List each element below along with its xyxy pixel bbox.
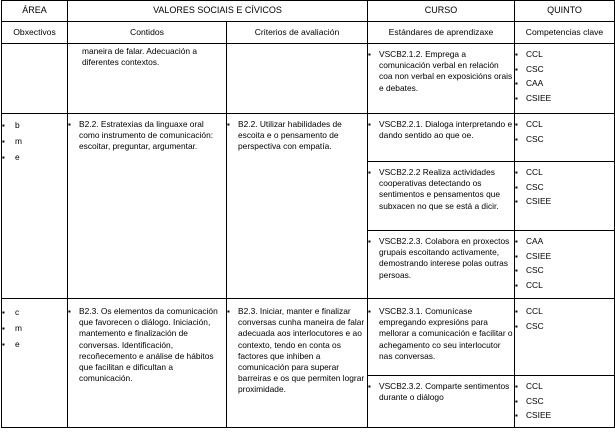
- course-value: QUINTO: [515, 1, 615, 22]
- table-row: [2, 114, 615, 162]
- competence-item: ▪ CCL: [515, 306, 614, 317]
- competence-item: ▪ CSC: [515, 134, 614, 145]
- objectives-cell: [2, 299, 68, 428]
- standard-cell: [368, 231, 515, 299]
- competence-item: ▪ CSIEE: [515, 410, 614, 421]
- competence-item: ▪ CSC: [515, 321, 614, 332]
- competence-item: ▪ CSIEE: [515, 251, 614, 262]
- competences-cell: [515, 299, 615, 376]
- competence-item: ▪ CSC: [515, 182, 614, 193]
- contents-header: Contidos: [68, 22, 227, 44]
- objective-item: ▪ m: [2, 136, 67, 147]
- competences-cell: [515, 162, 615, 231]
- objective-item: ▪ m: [2, 323, 67, 334]
- criterion-cell: [227, 299, 368, 428]
- competence-item: ▪ CCL: [515, 381, 614, 392]
- content-cell: maneira de falar. Adecuación a diferentes contextos.: [68, 44, 227, 114]
- competence-item: ▪ CSC: [515, 265, 614, 276]
- standard-text: ▪ VSCB2.1.2. Emprega a comunicación verbal en relación coa non verbal en exposicións orais e debates.: [368, 49, 514, 94]
- competence-item: ▪ CCL: [515, 280, 614, 291]
- content-cell: [68, 299, 227, 428]
- criterion-cell: [227, 114, 368, 299]
- subject-title: VALORES SOCIAIS E CÍVICOS: [68, 1, 368, 22]
- competence-item: ▪ CSC: [515, 64, 614, 75]
- standard-text: ▪ VSCB2.2.3. Colabora en proxectos grupais escoitando activamente, demostrando interese polas outras persoas.: [368, 236, 514, 281]
- content-text: ▪ B2.3. Os elementos da comunicación que favorecen o diálogo. Iniciación, mantemento e finalización de conversas. Identificación, recoñecemento e análise de hábitos que facilitan e dificultan a comunicación.: [68, 306, 226, 384]
- content-cell: [68, 114, 227, 299]
- objectives-header: Obxectivos: [2, 22, 68, 44]
- standard-cell: [368, 162, 515, 231]
- standard-cell: [368, 114, 515, 162]
- standard-cell: [368, 44, 515, 114]
- competences-cell: [515, 114, 615, 162]
- competences-cell: [515, 376, 615, 428]
- standards-header: Estándares de aprendizaxe: [368, 22, 515, 44]
- competence-item: ▪ CCL: [515, 49, 614, 60]
- objectives-cell: [2, 114, 68, 299]
- standard-text: ▪ VSCB2.2.2 Realiza actividades cooperativas detectando os sentimentos e pensamentos que subxacen no que se está a dicir.: [368, 167, 514, 212]
- objectives-cell: [2, 44, 68, 114]
- competence-item: ▪ CSC: [515, 396, 614, 407]
- competence-item: ▪ CSIEE: [515, 93, 614, 104]
- competence-item: ▪ CSIEE: [515, 196, 614, 207]
- standard-text: ▪ VSCB2.3.2. Comparte sentimentos durante o diálogo: [368, 381, 514, 403]
- column-header-row: [2, 22, 615, 44]
- criterion-cell: [227, 44, 368, 114]
- competences-cell: [515, 231, 615, 299]
- header-row: [2, 1, 615, 22]
- standard-cell: [368, 299, 515, 376]
- standard-text: ▪ VSCB2.2.1. Dialoga interpretando e dando sentido ao que oe.: [368, 119, 514, 141]
- competence-item: ▪ CAA: [515, 78, 614, 89]
- course-label: CURSO: [368, 1, 515, 22]
- content-text: ▪ B2.2. Estratexias da linguaxe oral como instrumento de comunicación: escoitar, preguntar, argumentar.: [68, 119, 226, 153]
- competence-item: ▪ CAA: [515, 236, 614, 247]
- table-row: [2, 299, 615, 376]
- objective-item: ▪ e: [2, 152, 67, 163]
- standard-cell: [368, 376, 515, 428]
- curriculum-table: [1, 0, 615, 428]
- competence-item: ▪ CCL: [515, 119, 614, 130]
- criterion-text: ▪ B2.2. Utilizar habilidades de escoita e o pensamento de perspectiva con empatía.: [227, 119, 367, 153]
- area-label: ÁREA: [2, 1, 68, 22]
- competences-header: Competencias clave: [515, 22, 615, 44]
- standard-text: ▪ VSCB2.3.1. Comunícase empregando expresións para mellorar a comunicación e facilitar o achegamento co seu interlocutor nas conversas.: [368, 306, 514, 362]
- objective-item: ▪ c: [2, 307, 67, 318]
- competence-item: ▪ CCL: [515, 167, 614, 178]
- objective-item: ▪ b: [2, 120, 67, 131]
- table-row: [2, 44, 615, 114]
- criteria-header: Criterios de avaliación: [227, 22, 368, 44]
- competences-cell: [515, 44, 615, 114]
- objective-item: ▪ e: [2, 339, 67, 350]
- criterion-text: ▪ B2.3. Iniciar, manter e finalizar conversas cunha maneira de falar adecuada aos interlocutores e ao contexto, tendo en conta os factores que inhiben a comunicación para superar barreiras e os que permiten lograr proximidade.: [227, 306, 367, 396]
